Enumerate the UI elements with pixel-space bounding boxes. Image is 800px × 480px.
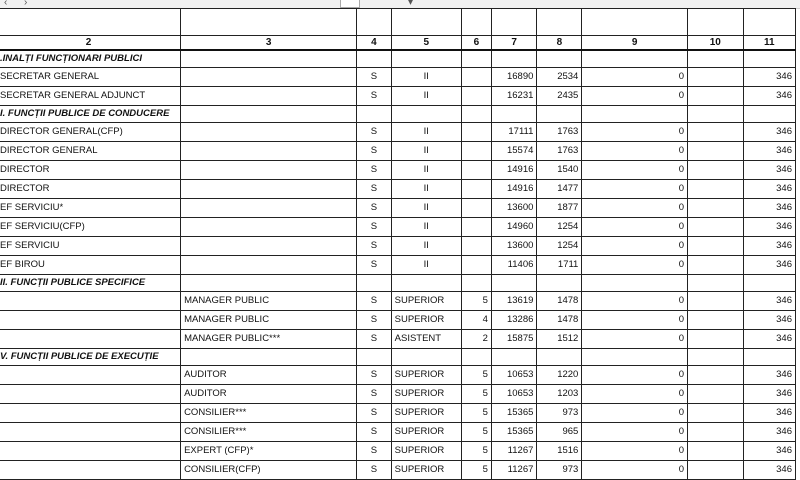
cell-col-10 <box>688 311 743 330</box>
empty-cell <box>743 106 795 123</box>
empty-cell <box>688 50 743 68</box>
cell-col-8: 1516 <box>537 442 582 461</box>
cell-col-9: 0 <box>582 330 688 349</box>
cell-col-6 <box>461 87 491 106</box>
empty-cell <box>743 349 795 366</box>
cell-col-5: II <box>391 87 461 106</box>
cell-col-5: II <box>391 123 461 142</box>
table-row <box>0 311 796 330</box>
cell-col-11: 346 <box>743 180 795 199</box>
empty-cell <box>461 275 491 292</box>
empty-cell <box>491 275 537 292</box>
cell-col-8: 1877 <box>537 199 582 218</box>
col-header-5: 5 <box>391 36 461 51</box>
cell-col-5: SUPERIOR <box>391 385 461 404</box>
cell-col-9: 0 <box>582 161 688 180</box>
cell-col-3 <box>181 87 357 106</box>
scanned-document <box>0 8 800 475</box>
cell-col-11: 346 <box>743 461 795 480</box>
col-header-7: 7 <box>491 36 537 51</box>
cell-col-9: 0 <box>582 423 688 442</box>
col-header-11: 11 <box>743 36 795 51</box>
table-row <box>0 385 796 404</box>
empty-cell <box>181 106 357 123</box>
column-number-row <box>0 36 796 51</box>
empty-cell <box>688 349 743 366</box>
cell-col-2 <box>0 330 181 349</box>
cell-col-6: 5 <box>461 423 491 442</box>
dropdown-icon[interactable]: ▾ <box>408 0 414 8</box>
cell-col-7: 15574 <box>491 142 537 161</box>
table-row <box>0 87 796 106</box>
empty-cell <box>391 50 461 68</box>
col-header-10: 10 <box>688 36 743 51</box>
empty-cell <box>391 275 461 292</box>
empty-cell <box>491 50 537 68</box>
cell-col-11: 346 <box>743 442 795 461</box>
cell-col-3 <box>181 218 357 237</box>
cell-col-11: 346 <box>743 330 795 349</box>
cell-col-7: 14916 <box>491 161 537 180</box>
section-heading: V. FUNCȚII PUBLICE DE EXECUȚIE <box>0 349 181 366</box>
cell-col-7: 10653 <box>491 366 537 385</box>
cell-col-11: 346 <box>743 142 795 161</box>
empty-cell <box>491 349 537 366</box>
table-row <box>0 218 796 237</box>
cell-col-6: 4 <box>461 311 491 330</box>
col-header-6: 6 <box>461 36 491 51</box>
cell-col-3: CONSILIER*** <box>181 423 357 442</box>
cell-col-9: 0 <box>582 68 688 87</box>
table-row <box>0 442 796 461</box>
section-heading-row <box>0 50 796 68</box>
cell-col-10 <box>688 366 743 385</box>
table-row <box>0 292 796 311</box>
cell-col-9: 0 <box>582 256 688 275</box>
cell-col-11: 346 <box>743 311 795 330</box>
cell-col-5: SUPERIOR <box>391 366 461 385</box>
table-row <box>0 68 796 87</box>
cell-col-4: S <box>357 218 391 237</box>
cell-col-9: 0 <box>582 461 688 480</box>
cell-col-7: 11267 <box>491 461 537 480</box>
empty-cell <box>582 275 688 292</box>
cell-col-4: S <box>357 311 391 330</box>
section-heading: I. FUNCȚII PUBLICE DE CONDUCERE <box>0 106 181 123</box>
cell-col-4: S <box>357 237 391 256</box>
table-row <box>0 404 796 423</box>
cell-col-10 <box>688 180 743 199</box>
cell-col-6: 5 <box>461 366 491 385</box>
cell-col-6 <box>461 123 491 142</box>
cell-col-5: II <box>391 256 461 275</box>
cell-col-10 <box>688 461 743 480</box>
cell-col-5: SUPERIOR <box>391 423 461 442</box>
section-heading-row <box>0 349 796 366</box>
cell-col-8: 1711 <box>537 256 582 275</box>
cell-col-6 <box>461 237 491 256</box>
cell-col-6: 5 <box>461 442 491 461</box>
cell-col-4: S <box>357 161 391 180</box>
cell-col-6 <box>461 180 491 199</box>
cell-col-9: 0 <box>582 218 688 237</box>
cell-col-8: 1254 <box>537 218 582 237</box>
cell-col-9: 0 <box>582 385 688 404</box>
table-row <box>0 199 796 218</box>
cell-col-3 <box>181 199 357 218</box>
table-row <box>0 366 796 385</box>
cell-col-2 <box>0 292 181 311</box>
cell-col-4: S <box>357 142 391 161</box>
cell-col-3 <box>181 123 357 142</box>
cell-col-8: 1478 <box>537 311 582 330</box>
cell-col-7: 15365 <box>491 404 537 423</box>
cell-col-9: 0 <box>582 87 688 106</box>
col-header-2: 2 <box>0 36 181 51</box>
cell-col-8: 1254 <box>537 237 582 256</box>
cell-col-5: II <box>391 199 461 218</box>
cell-col-11: 346 <box>743 404 795 423</box>
cell-col-9: 0 <box>582 199 688 218</box>
table-row <box>0 423 796 442</box>
cell-col-2 <box>0 311 181 330</box>
cell-col-7: 11267 <box>491 442 537 461</box>
cell-col-3: MANAGER PUBLIC <box>181 292 357 311</box>
cell-col-2: EF BIROU <box>0 256 181 275</box>
cell-col-4: S <box>357 366 391 385</box>
cell-col-11: 346 <box>743 123 795 142</box>
cell-col-3: AUDITOR <box>181 385 357 404</box>
cell-col-5: II <box>391 142 461 161</box>
cell-col-11: 346 <box>743 256 795 275</box>
cell-col-2 <box>0 423 181 442</box>
cell-col-10 <box>688 385 743 404</box>
cell-col-4: S <box>357 180 391 199</box>
cell-col-2 <box>0 366 181 385</box>
cell-col-2: DIRECTOR <box>0 180 181 199</box>
cell-col-10 <box>688 161 743 180</box>
empty-cell <box>461 106 491 123</box>
cell-col-10 <box>688 123 743 142</box>
cell-col-2: EF SERVICIU <box>0 237 181 256</box>
cell-col-6: 5 <box>461 385 491 404</box>
empty-cell <box>582 106 688 123</box>
cell-col-9: 0 <box>582 366 688 385</box>
cell-col-2 <box>0 442 181 461</box>
cell-col-3: CONSILIER*** <box>181 404 357 423</box>
cell-col-7: 13600 <box>491 237 537 256</box>
cell-col-7: 17111 <box>491 123 537 142</box>
cell-col-2: EF SERVICIU* <box>0 199 181 218</box>
cell-col-10 <box>688 142 743 161</box>
cell-col-8: 965 <box>537 423 582 442</box>
cell-col-11: 346 <box>743 292 795 311</box>
cell-col-10 <box>688 330 743 349</box>
cell-col-10 <box>688 404 743 423</box>
cell-col-8: 2435 <box>537 87 582 106</box>
cell-col-5: II <box>391 218 461 237</box>
empty-cell <box>537 275 582 292</box>
empty-cell <box>688 106 743 123</box>
cell-col-5: SUPERIOR <box>391 404 461 423</box>
empty-cell <box>461 50 491 68</box>
cell-col-6 <box>461 161 491 180</box>
cell-col-7: 14960 <box>491 218 537 237</box>
cell-col-3: MANAGER PUBLIC*** <box>181 330 357 349</box>
cell-col-8: 1763 <box>537 142 582 161</box>
col-header-3: 3 <box>181 36 357 51</box>
cell-col-6: 5 <box>461 292 491 311</box>
empty-cell <box>491 106 537 123</box>
cell-col-10 <box>688 87 743 106</box>
cell-col-8: 1203 <box>537 385 582 404</box>
cell-col-5: II <box>391 161 461 180</box>
empty-cell <box>582 349 688 366</box>
table-row <box>0 161 796 180</box>
cell-col-6 <box>461 142 491 161</box>
cell-col-3 <box>181 256 357 275</box>
cell-col-10 <box>688 218 743 237</box>
empty-cell <box>357 349 391 366</box>
cell-col-4: S <box>357 68 391 87</box>
forward-icon[interactable]: › <box>24 0 28 8</box>
cell-col-7: 13286 <box>491 311 537 330</box>
empty-cell <box>391 106 461 123</box>
empty-cell <box>181 50 357 68</box>
empty-cell <box>743 50 795 68</box>
col-header-4: 4 <box>357 36 391 51</box>
cell-col-10 <box>688 68 743 87</box>
table-row <box>0 180 796 199</box>
cell-col-8: 1763 <box>537 123 582 142</box>
empty-cell <box>461 349 491 366</box>
empty-cell <box>582 50 688 68</box>
cell-col-7: 14916 <box>491 180 537 199</box>
cell-col-7: 16890 <box>491 68 537 87</box>
cell-col-2: DIRECTOR GENERAL <box>0 142 181 161</box>
empty-cell <box>357 50 391 68</box>
cell-col-3: EXPERT (CFP)* <box>181 442 357 461</box>
empty-cell <box>537 50 582 68</box>
cell-col-7: 13600 <box>491 199 537 218</box>
cell-col-9: 0 <box>582 404 688 423</box>
cell-col-2: SECRETAR GENERAL <box>0 68 181 87</box>
section-heading-row <box>0 275 796 292</box>
cell-col-10 <box>688 256 743 275</box>
cell-col-10 <box>688 442 743 461</box>
cell-col-5: II <box>391 68 461 87</box>
cell-col-11: 346 <box>743 68 795 87</box>
cell-col-5: SUPERIOR <box>391 442 461 461</box>
cell-col-11: 346 <box>743 423 795 442</box>
cell-col-4: S <box>357 123 391 142</box>
table-row <box>0 330 796 349</box>
cell-col-2 <box>0 385 181 404</box>
cell-col-6 <box>461 199 491 218</box>
cell-col-5: SUPERIOR <box>391 311 461 330</box>
cell-col-4: S <box>357 442 391 461</box>
cell-col-7: 16231 <box>491 87 537 106</box>
cell-col-3 <box>181 142 357 161</box>
empty-cell <box>391 349 461 366</box>
section-heading: II. FUNCȚII PUBLICE SPECIFICE <box>0 275 181 292</box>
cell-col-3 <box>181 180 357 199</box>
cell-col-8: 1477 <box>537 180 582 199</box>
cell-col-10 <box>688 237 743 256</box>
cell-col-5: ASISTENT <box>391 330 461 349</box>
cell-col-11: 346 <box>743 366 795 385</box>
col-header-9: 9 <box>582 36 688 51</box>
cell-col-11: 346 <box>743 87 795 106</box>
cell-col-2 <box>0 404 181 423</box>
table-row <box>0 256 796 275</box>
cell-col-4: S <box>357 292 391 311</box>
cell-col-9: 0 <box>582 237 688 256</box>
cell-col-2 <box>0 461 181 480</box>
cell-col-9: 0 <box>582 123 688 142</box>
cell-col-4: S <box>357 330 391 349</box>
cell-col-7: 10653 <box>491 385 537 404</box>
zoom-box[interactable] <box>340 0 360 8</box>
cell-col-10 <box>688 423 743 442</box>
cell-col-9: 0 <box>582 292 688 311</box>
cell-col-9: 0 <box>582 442 688 461</box>
cell-col-7: 11406 <box>491 256 537 275</box>
empty-cell <box>537 349 582 366</box>
cell-col-2: DIRECTOR GENERAL(CFP) <box>0 123 181 142</box>
cell-col-6: 2 <box>461 330 491 349</box>
cell-col-4: S <box>357 385 391 404</box>
cell-col-6: 5 <box>461 461 491 480</box>
col-header-8: 8 <box>537 36 582 51</box>
cell-col-9: 0 <box>582 180 688 199</box>
cell-col-9: 0 <box>582 311 688 330</box>
cell-col-5: II <box>391 237 461 256</box>
cell-col-3: MANAGER PUBLIC <box>181 311 357 330</box>
cell-col-10 <box>688 292 743 311</box>
cell-col-8: 1512 <box>537 330 582 349</box>
cell-col-6 <box>461 218 491 237</box>
cell-col-5: SUPERIOR <box>391 461 461 480</box>
salary-table <box>0 8 796 480</box>
cell-col-2: EF SERVICIU(CFP) <box>0 218 181 237</box>
cell-col-6 <box>461 68 491 87</box>
cell-col-3 <box>181 68 357 87</box>
cell-col-4: S <box>357 199 391 218</box>
cell-col-2: DIRECTOR <box>0 161 181 180</box>
cell-col-8: 973 <box>537 461 582 480</box>
cell-col-9: 0 <box>582 142 688 161</box>
table-row <box>0 237 796 256</box>
empty-cell <box>357 106 391 123</box>
table-top-spacer <box>0 9 796 36</box>
cell-col-7: 13619 <box>491 292 537 311</box>
cell-col-3: AUDITOR <box>181 366 357 385</box>
cell-col-8: 1478 <box>537 292 582 311</box>
cell-col-4: S <box>357 423 391 442</box>
table-row <box>0 142 796 161</box>
empty-cell <box>688 275 743 292</box>
cell-col-4: S <box>357 87 391 106</box>
cell-col-3 <box>181 161 357 180</box>
cell-col-4: S <box>357 256 391 275</box>
section-heading-row <box>0 106 796 123</box>
table-row <box>0 123 796 142</box>
cell-col-4: S <box>357 461 391 480</box>
empty-cell <box>357 275 391 292</box>
cell-col-5: SUPERIOR <box>391 292 461 311</box>
cell-col-8: 1540 <box>537 161 582 180</box>
cell-col-8: 2534 <box>537 68 582 87</box>
cell-col-8: 973 <box>537 404 582 423</box>
cell-col-10 <box>688 199 743 218</box>
empty-cell <box>181 349 357 366</box>
empty-cell <box>537 106 582 123</box>
cell-col-3 <box>181 237 357 256</box>
empty-cell <box>743 275 795 292</box>
section-heading: .INALȚI FUNCȚIONARI PUBLICI <box>0 50 181 68</box>
cell-col-11: 346 <box>743 199 795 218</box>
cell-col-4: S <box>357 404 391 423</box>
cell-col-5: II <box>391 180 461 199</box>
cell-col-11: 346 <box>743 218 795 237</box>
cell-col-11: 346 <box>743 237 795 256</box>
cell-col-6: 5 <box>461 404 491 423</box>
cell-col-7: 15875 <box>491 330 537 349</box>
cell-col-2: SECRETAR GENERAL ADJUNCT <box>0 87 181 106</box>
cell-col-7: 15365 <box>491 423 537 442</box>
cell-col-8: 1220 <box>537 366 582 385</box>
table-row <box>0 461 796 480</box>
cell-col-11: 346 <box>743 161 795 180</box>
empty-cell <box>181 275 357 292</box>
cell-col-11: 346 <box>743 385 795 404</box>
cell-col-3: CONSILIER(CFP) <box>181 461 357 480</box>
back-icon[interactable]: ‹ <box>4 0 8 8</box>
cell-col-6 <box>461 256 491 275</box>
